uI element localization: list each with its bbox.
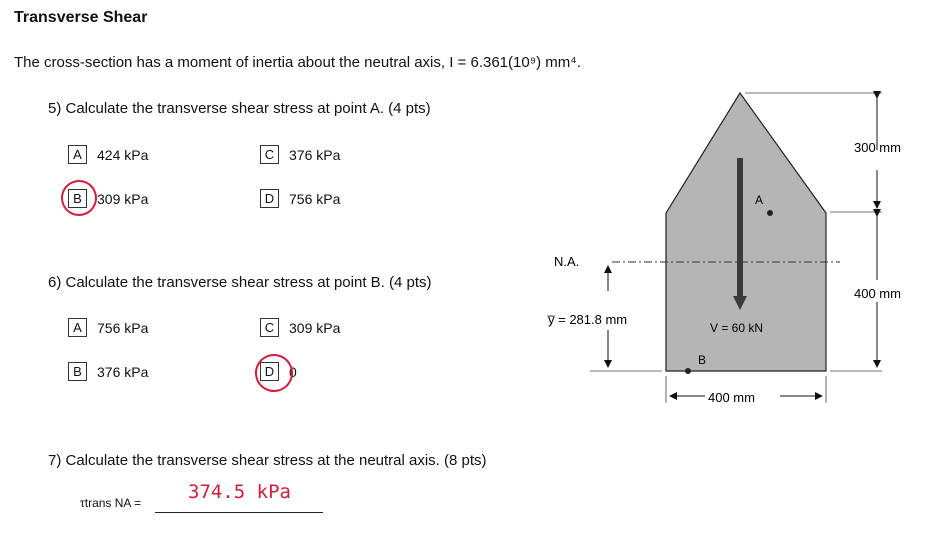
point-a-label: A [755,193,764,207]
q5-option-d-letter: D [260,189,279,208]
cross-section-figure [540,88,935,418]
answer-label: τtrans NA = [80,496,142,510]
handwritten-answer: 374.5 kPa [188,481,291,503]
point-a-dot [767,210,773,216]
q5-option-c-letter: C [260,145,279,164]
question-6-prompt: 6) Calculate the transverse shear stress at point B. (4 pts) [48,274,432,291]
q5-option-b-text: 309 kPa [97,190,149,207]
ybar-label: y̅ = 281.8 mm [548,312,628,327]
q6-option-d-letter: D [260,362,279,381]
q5-option-b-letter: B [68,189,87,208]
q6-option-b[interactable] [68,362,148,381]
q5-selected-circle [56,175,102,221]
q5-option-d-text: 756 kPa [289,190,341,207]
q6-option-b-letter: B [68,362,87,381]
q6-option-a-letter: A [68,318,87,337]
point-b-label: B [698,353,707,367]
q6-option-d-text: 0 [289,363,297,380]
q5-option-a[interactable] [68,145,148,164]
q5-option-c-text: 376 kPa [289,146,341,163]
question-7-prompt: 7) Calculate the transverse shear stress at the neutral axis. (8 pts) [48,452,487,469]
point-b-dot [685,368,691,374]
q5-option-c[interactable] [260,145,340,164]
problem-statement: The cross-section has a moment of inertia about the neutral axis, I = 6.361(10⁹) mm⁴. [14,54,581,71]
q5-option-d[interactable] [260,189,340,208]
page-title: Transverse Shear [14,9,148,26]
q6-option-a-text: 756 kPa [97,319,149,336]
question-5-prompt: 5) Calculate the transverse shear stress at point A. (4 pts) [48,100,431,117]
q6-option-b-text: 376 kPa [97,363,149,380]
q6-selected-circle [250,349,299,398]
q6-option-c-letter: C [260,318,279,337]
na-label: N.A. [554,254,580,269]
q6-option-c-text: 309 kPa [289,319,341,336]
q6-option-c[interactable] [260,318,340,337]
dim-400-bottom-label: 400 mm [708,390,755,405]
q5-option-a-text: 424 kPa [97,146,149,163]
q5-option-a-letter: A [68,145,87,164]
dim-400-side-label: 400 mm [854,286,901,301]
dim-300-label: 300 mm [854,140,901,155]
q6-option-a[interactable] [68,318,148,337]
shear-label: V = 60 kN [710,321,764,335]
